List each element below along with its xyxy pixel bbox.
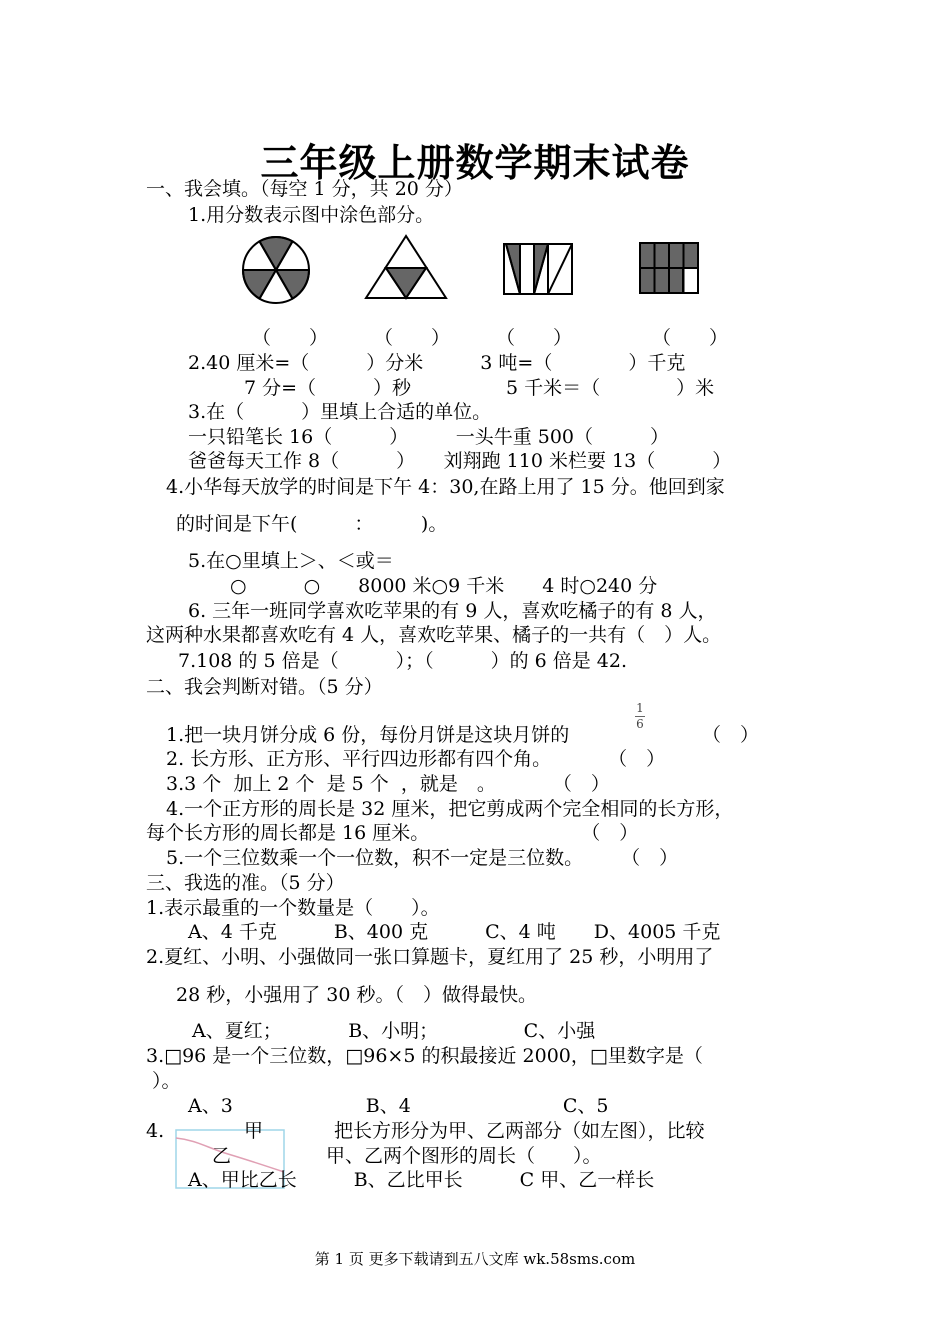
- fraction-denominator: 6: [636, 717, 644, 731]
- answer-blank[interactable]: （ ）: [252, 327, 329, 349]
- question-2-4-line1: 4.一个正方形的周长是 32 厘米，把它剪成两个完全相同的长方形，: [166, 798, 734, 820]
- question-1-1: 1.用分数表示图中涂色部分。: [188, 204, 435, 226]
- question-1-3-line2: 爸爸每天工作 8（ ） 刘翔跑 110 米栏要 13（ ）: [188, 450, 732, 472]
- question-2-3: 3.3 个 加上 2 个 是 5 个 ，就是 。 （ ）: [166, 773, 610, 795]
- question-3-4-line2: 甲、乙两个图形的周长（ ）。: [326, 1145, 602, 1167]
- judge-blank[interactable]: （ ）: [702, 724, 760, 746]
- question-1-5: 5.在○里填上＞、＜或＝: [188, 550, 394, 572]
- question-3-3-line1: 3.□96 是一个三位数，□96×5 的积最接近 2000，□里数字是（: [146, 1045, 703, 1067]
- answer-blank[interactable]: （ ）: [652, 327, 729, 349]
- question-3-1-options: A、4 千克 B、400 克 C、4 吨 D、4005 千克: [188, 921, 721, 943]
- page-footer: 第 1 页 更多下载请到五八文库 wk.58sms.com: [314, 1250, 636, 1268]
- label-yi: 乙: [212, 1145, 232, 1167]
- page-title: 三年级上册数学期末试卷: [260, 141, 690, 185]
- grid-eighths-figure: [637, 240, 701, 296]
- question-1-3: 3.在（ ）里填上合适的单位。: [188, 401, 492, 423]
- question-1-6-line1: 6. 三年一班同学喜欢吃苹果的有 9 人，喜欢吃橘子的有 8 人，: [188, 600, 717, 622]
- section1-heading: 一、我会填。（每空 1 分，共 20 分）: [146, 178, 463, 200]
- question-2-5: 5.一个三位数乘一个一位数，积不一定是三位数。 （ ）: [166, 847, 679, 869]
- question-1-4-line2: 的时间是下午( ： )。: [176, 513, 448, 535]
- section2-heading: 二、我会判断对错。（5 分）: [146, 676, 383, 698]
- question-1-2-line1: 2.40 厘米=（ ）分米 3 吨=（ ）千克: [188, 352, 686, 374]
- question-3-4-number: 4.: [146, 1120, 165, 1142]
- fraction-one-sixth: [633, 702, 647, 731]
- question-3-2-line1: 2.夏红、小明、小强做同一张口算题卡，夏红用了 25 秒，小明用了: [146, 946, 714, 968]
- label-jia: 甲: [244, 1120, 264, 1142]
- question-3-4-options: A、甲比乙长 B、乙比甲长 C 甲、乙一样长: [188, 1169, 655, 1191]
- circle-sixths-figure: [238, 232, 314, 308]
- answer-blank[interactable]: （ ）: [496, 327, 573, 349]
- question-1-3-line1: 一只铅笔长 16（ ） 一头牛重 500（ ）: [188, 426, 670, 448]
- question-1-2-line2: 7 分=（ ）秒 5 千米＝（ ）米: [244, 377, 715, 399]
- question-1-5-items: ○ ○ 8000 米○9 千米 4 时○240 分: [230, 575, 658, 597]
- question-1-4-line1: 4.小华每天放学的时间是下午 4：30,在路上用了 15 分。他回到家: [166, 476, 725, 498]
- answer-blank[interactable]: （ ）: [374, 327, 451, 349]
- question-2-1: 1.把一块月饼分成 6 份，每份月饼是这块月饼的: [166, 724, 570, 746]
- question-2-4-line2: 每个长方形的周长都是 16 厘米。 （ ）: [146, 822, 639, 844]
- question-1-7: 7.108 的 5 倍是（ ）；（ ）的 6 倍是 42.: [178, 650, 628, 672]
- question-3-3-options: A、3 B、4 C、5: [188, 1095, 609, 1117]
- question-1-6-line2: 这两种水果都喜欢吃有 4 人，喜欢吃苹果、橘子的一共有（ ）人。: [146, 624, 722, 646]
- triangle-quarters-figure: [363, 232, 449, 302]
- section3-heading: 三、我选的准。（5 分）: [146, 872, 345, 894]
- fraction-numerator: 1: [636, 701, 644, 715]
- question-3-2-line2: 28 秒，小强用了 30 秒。（ ）做得最快。: [176, 984, 537, 1006]
- rectangle-triangles-figure: [500, 240, 576, 298]
- question-3-4-line1: 把长方形分为甲、乙两部分（如左图），比较: [334, 1120, 705, 1142]
- question-2-2: 2. 长方形、正方形、平行四边形都有四个角。 （ ）: [166, 748, 666, 770]
- question-3-3-line2: ）。: [152, 1070, 181, 1092]
- question-3-1: 1.表示最重的一个数量是（ ）。: [146, 897, 440, 919]
- question-3-2-options: A、夏红； B、小明； C、小强: [192, 1020, 596, 1042]
